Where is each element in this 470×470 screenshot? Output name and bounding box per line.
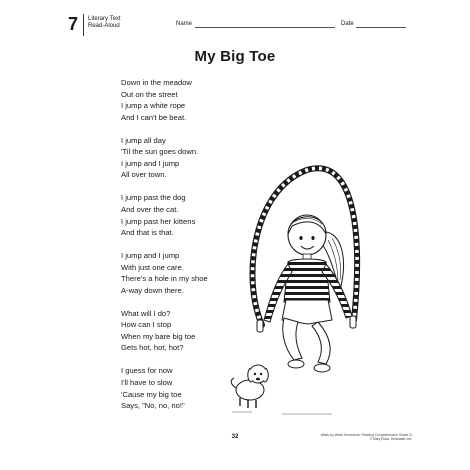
poem-line: Out on the street bbox=[121, 89, 178, 99]
poem-line: With just one care. bbox=[121, 262, 184, 272]
poem-line: I jump a white rope bbox=[121, 101, 186, 111]
poem-line: All over town. bbox=[121, 170, 167, 180]
credit-line-1: Week-by-Week Homework: Reading Comprehension Grade 2) bbox=[320, 433, 412, 437]
poem-line: I'll have to slow bbox=[121, 377, 173, 387]
girl-jumping-rope-illustration bbox=[222, 160, 382, 420]
page-number: 32 bbox=[231, 434, 239, 440]
poem-line: I jump and I jump bbox=[121, 158, 180, 168]
poem-line: I guess for now bbox=[121, 366, 173, 376]
girl-head bbox=[288, 215, 326, 255]
lesson-number: 7 bbox=[68, 14, 79, 34]
poem-line: I jump and I jump bbox=[121, 251, 180, 261]
poem-line: I jump all day bbox=[121, 135, 166, 145]
header-divider bbox=[83, 14, 84, 36]
girl-legs bbox=[282, 300, 332, 372]
lesson-category bbox=[88, 16, 121, 30]
credit-line-2: © Mary Rosa, Scholastic Inc. bbox=[369, 437, 412, 442]
page-title: My Big Toe bbox=[194, 48, 276, 65]
poem-line: 'Cause my big toe bbox=[121, 389, 182, 399]
poem-line: And I can't be beat. bbox=[121, 112, 187, 122]
poem-line: There's a hole in my shoe bbox=[121, 274, 208, 284]
footer-credit bbox=[312, 433, 412, 442]
poem-line: A-way down there. bbox=[121, 285, 184, 295]
poem-line: 'Til the sun goes down. bbox=[121, 147, 199, 157]
poem-stanza bbox=[121, 77, 321, 123]
poem-line: I jump past her kittens bbox=[121, 216, 196, 226]
poem-line: Gets hot, hot, hot? bbox=[121, 343, 184, 353]
poem-line: When my bare big toe bbox=[121, 331, 196, 341]
puppy-illustration bbox=[231, 365, 268, 408]
name-label: Name bbox=[176, 21, 193, 27]
category-line-2: Read-Aloud bbox=[88, 23, 120, 29]
poem-line: And over the cat. bbox=[121, 204, 179, 214]
poem-line: How can I stop bbox=[121, 320, 172, 330]
poem-line: What will I do? bbox=[121, 308, 171, 318]
category-line-1: Literary Text bbox=[88, 16, 121, 22]
poem-line: And that is that. bbox=[121, 228, 174, 238]
date-label: Date bbox=[341, 21, 354, 27]
poem-line: I jump past the dog bbox=[121, 193, 186, 203]
date-field[interactable] bbox=[356, 27, 406, 28]
name-field[interactable] bbox=[195, 27, 335, 28]
poem-line: Down in the meadow bbox=[121, 78, 192, 87]
poem-line: Says, "No, no, no!" bbox=[121, 401, 185, 411]
